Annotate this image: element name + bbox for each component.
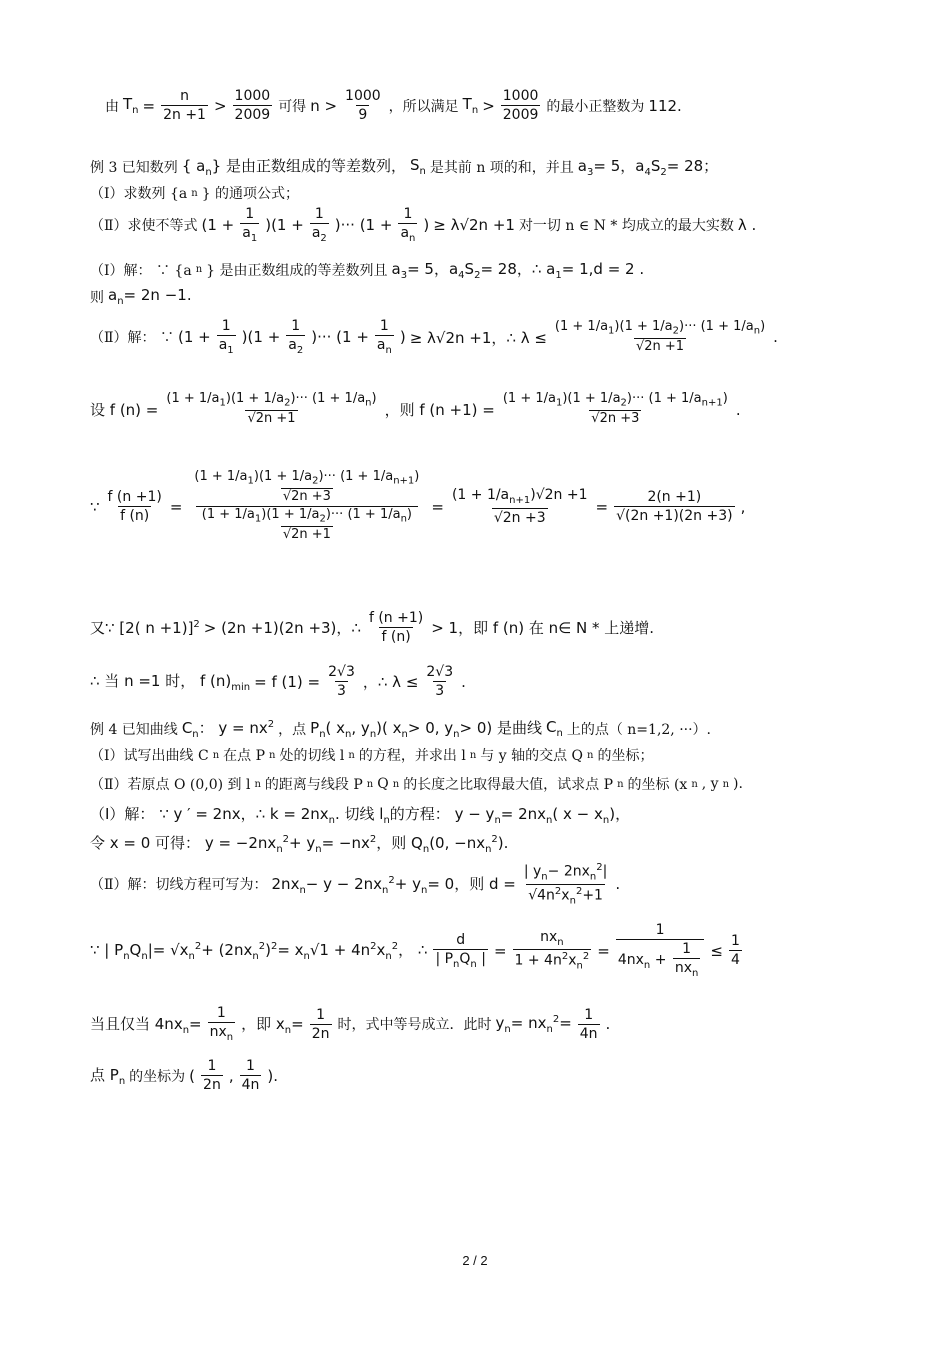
s4-intercept: 令 x = 0 可得： $y = -2nx_n^2+ y_n= -nx^2$，则 $Q_n(0$, $-nx_n^2$). (90, 834, 509, 855)
ex3-part1: （Ⅰ）求数列 {a n } 的通项公式； (90, 186, 300, 202)
gt: > (213, 96, 227, 115)
ex3-part2: （Ⅱ）求使不等式 (1 + $\frac{1}{a_1}$ )(1 + $\frac{1}{a_2}$ )··· (1 + $\frac{1}{a_n}$ ) ≥ λ√2n +1 对一切 n ∈ N * 均成立的最大实数 λ . (90, 206, 757, 244)
text: 的最小正整数为 (546, 98, 645, 115)
s4-distance: （Ⅱ）解：切线方程可写为： $2nx_n- y - 2nx_n^2+ y_n= 0$，则 d = $\frac{| y_n- 2nx_n^2|}{√4n^2x_n^2+1}$ . (90, 862, 621, 907)
ex4-title: 例 4 已知曲线 $C_n$： $y = nx^2$ ，点 $P_n$( $x_n$, $y_n$)( $x_n> 0$, $y_n> 0$) 是曲线 $C_n$ 上的点（ n=1,2, ···）. (90, 718, 712, 740)
frac-1000-9: $\frac{1000}{9}$ (345, 88, 381, 124)
s4-equality: 当且仅当 $4nx_n=$ $\frac{1}{nx_n}$ ，即 $x_n=$ $\frac{1}{2n}$ 时，式中等号成立．此时 $y_n= nx_n^2=$ $\frac{1}{4n}$ . (90, 1005, 611, 1043)
text: 由 (105, 98, 119, 115)
text: ，所以满足 (388, 98, 459, 115)
math-T2: $T_n$ (462, 95, 479, 117)
increasing: 又∵ [2( n +1)]$^2$ > (2n +1)(2n +3)，∴ $\frac{f (n +1)}{f (n)}$ > 1，即 f (n) 在 n∈ N * 上递增. (90, 610, 655, 646)
frac-n: $\frac{n}{2n +1}$ (163, 88, 206, 124)
math-T: $T_n$ (123, 95, 139, 117)
ex3-title: 例 3 已知数列 { $a_n$} 是由正数组成的等差数列， $S_n$ 是其前 n 项的和，并且 $a_3= 5$，$a_4S_2= 28$； (90, 156, 719, 178)
frac-1000-2009: $\frac{1000}{2009}$ (234, 88, 271, 124)
text: 可得 (278, 98, 307, 115)
frac-1000-2009b: $\frac{1000}{2009}$ (502, 88, 539, 124)
ratio-line: ∵ $\frac{f (n +1)}{f (n)}$ = $\frac{\frac{(1 + 1/a_1)(1 + 1/a_2)\cdot\cdot\cdot (1 + 1/a_{n+1})}{√2n +3}}{\frac{(1 + 1/a_1)(1 + 1/a_2)\cdot\cdot\cdot (1 + 1/a_n)}{√2n +1}}$ = $\frac{(1 + 1/a_{n+1})√2n +1}{√2n +3}$ = $\frac{2(n +1)}{√(2n +1)(2n +3)}$ , (90, 469, 746, 543)
eq: = (142, 96, 156, 115)
line-tn (105, 88, 682, 123)
page-number: 2 / 2 (462, 1253, 488, 1268)
gt: > (482, 96, 495, 115)
sol2: （Ⅱ）解： ∵ (1 + $\frac{1}{a_1}$ )(1 + $\frac{1}{a_2}$ )··· (1 + $\frac{1}{a_n}$ ) ≥ λ√2n +1，∴ λ ≤ $\frac{(1 + 1/a_1)(1 + 1/a_2)\cdot\cdot\cdot (1 + 1/a_n)}{√2n +1}$ . (90, 318, 778, 356)
math: n > (310, 96, 338, 115)
answer: 112. (648, 96, 682, 115)
ex4-part2: （Ⅱ）若原点 O (0,0) 到 l n 的距离与线段 P n Q n 的长度之比取得最大值，试求点 P n 的坐标 (x n , y n ). (90, 776, 743, 793)
s4-point: 点 $P_n$ 的坐标为 ( $\frac{1}{2n}$ , $\frac{1}{4n}$ ). (90, 1058, 278, 1094)
s4-ratio: ∵ | $P_nQ_n|= √x_n^2+ (2nx_n^2)^2= x_n√1 + 4n^2x_n^2$， ∴ $\frac{d}{| P_nQ_n |}$ = $\frac{nx_n}{1 + 4n^2x_n^2}$ = 1 $4nx_n$ + $\frac{1}{nx_n}$ ≤ $\frac{1}{4}$ (90, 922, 740, 979)
ex4-part1: （Ⅰ）试写出曲线 C n 在点 P n 处的切线 l n 的方程，并求出 l n 与 y 轴的交点 Q n 的坐标； (90, 748, 654, 764)
min-line: ∴ 当 n =1 时， f $(n)_{min}$ = f (1) = $\frac{2√3}{3}$ ，∴ λ ≤ $\frac{2√3}{3}$ . (90, 664, 466, 700)
set-fn: 设 f (n) = $\frac{(1 + 1/a_1)(1 + 1/a_2)\cdot\cdot\cdot (1 + 1/a_n)}{√2n +1}$ ，则 f (n +1) = $\frac{(1 + 1/a_1)(1 + 1/a_2)\cdot\cdot\cdot (1 + 1/a_{n+1})}{√2n +3}$ . (90, 391, 741, 427)
sol1: （Ⅰ）解： ∵ {a n } 是由正数组成的等差数列且 $a_3= 5$，$a_4S_2= 28$，∴ $a_1= 1,d = 2$ . (90, 260, 645, 281)
s4-tangent: （Ⅰ）解： ∵ y ′ = 2nx，∴ $k = 2nx_n$. 切线 $l_n$的方程： $y - y_n= 2nx_n$( $x - x_n$)， (90, 805, 631, 826)
sol1-result: 则 $a_n= 2n -1$. (90, 286, 192, 307)
